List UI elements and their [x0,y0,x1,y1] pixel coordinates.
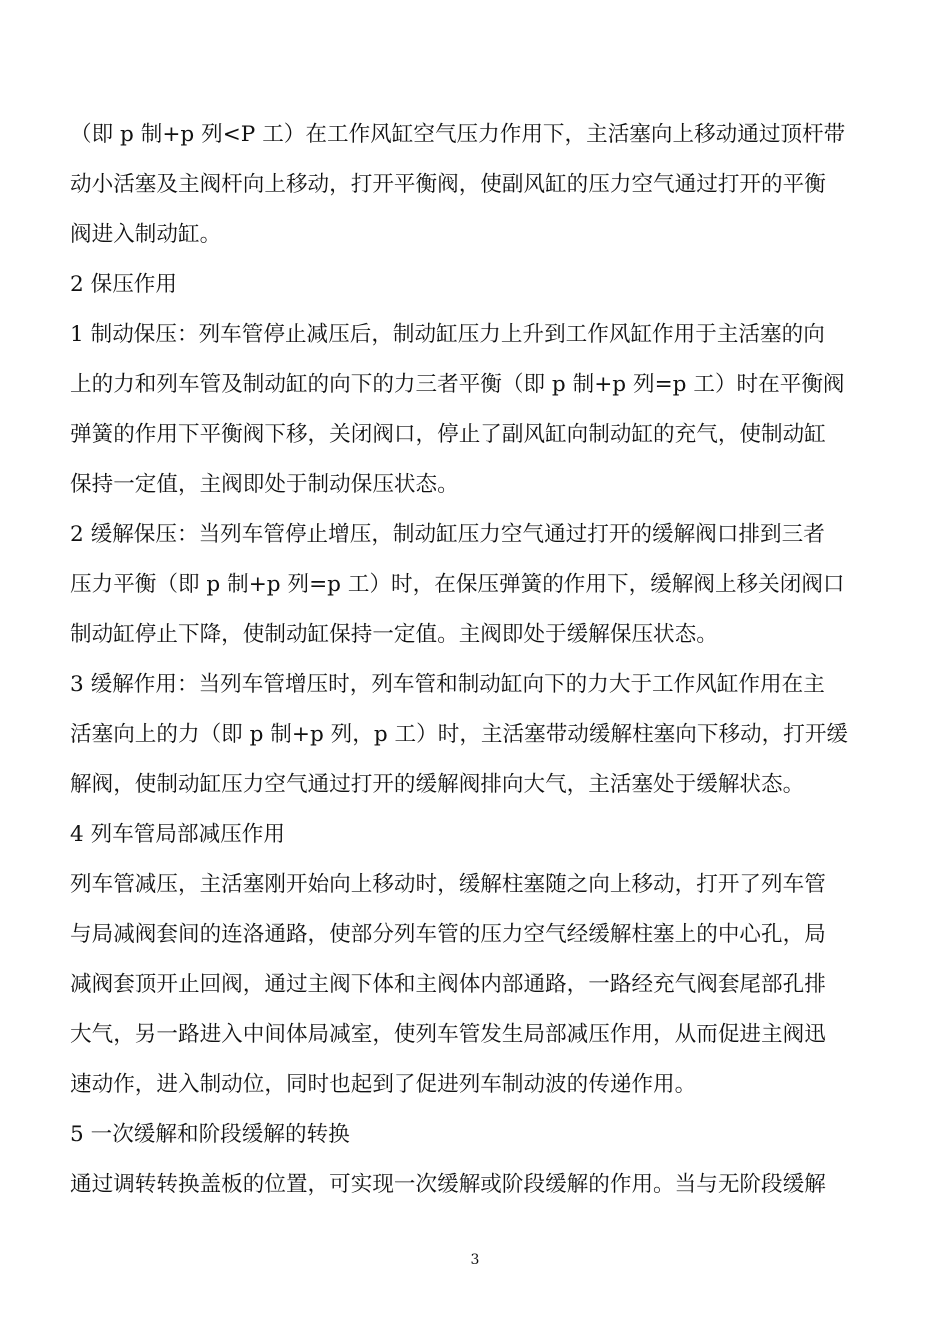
text-line: 1 制动保压：列车管停止减压后，制动缸压力上升到工作风缸作用于主活塞的向 [70,322,825,347]
paragraph-braking-continued [70,110,850,260]
text-line: 压力平衡（即 p 制+p 列=p 工）时，在保压弹簧的作用下，缓解阀上移关闭阀口 [70,572,845,597]
page-number: 3 [470,1252,480,1268]
text-line: 活塞向上的力（即 p 制+p 列，p 工）时，主活塞带动缓解柱塞向下移动，打开缓 [70,722,849,747]
text-line: 阀进入制动缸。 [70,222,222,247]
text-line: 通过调转转换盖板的位置，可实现一次缓解或阶段缓解的作用。当与无阶段缓解 [70,1172,826,1197]
heading-pressure-holding [70,260,850,310]
section-heading: 2 保压作用 [70,272,177,297]
text-line: 列车管减压，主活塞刚开始向上移动时，缓解柱塞随之向上移动，打开了列车管 [70,872,826,897]
heading-local-reduction [70,810,850,860]
document-body [70,110,850,1210]
paragraph-release-holding [70,510,850,660]
text-line: 解阀，使制动缸压力空气通过打开的缓解阀排向大气，主活塞处于缓解状态。 [70,772,805,797]
text-line: 2 缓解保压：当列车管停止增压，制动缸压力空气通过打开的缓解阀口排到三者 [70,522,825,547]
text-line: （即 p 制+p 列<P 工）在工作风缸空气压力作用下，主活塞向上移动通过顶杆带 [70,122,846,147]
paragraph-local-reduction [70,860,850,1110]
text-line: 速动作，进入制动位，同时也起到了促进列车制动波的传递作用。 [70,1072,697,1097]
section-heading: 5 一次缓解和阶段缓解的转换 [70,1122,350,1147]
text-line: 动小活塞及主阀杆向上移动，打开平衡阀，使副风缸的压力空气通过打开的平衡 [70,172,826,197]
paragraph-release-action [70,660,850,810]
paragraph-release-conversion [70,1160,850,1210]
heading-release-conversion [70,1110,850,1160]
paragraph-brake-holding [70,310,850,510]
section-heading: 4 列车管局部减压作用 [70,822,285,847]
text-line: 保持一定值，主阀即处于制动保压状态。 [70,472,459,497]
text-line: 减阀套顶开止回阀，通过主阀下体和主阀体内部通路，一路经充气阀套尾部孔排 [70,972,826,997]
text-line: 上的力和列车管及制动缸的向下的力三者平衡（即 p 制+p 列=p 工）时在平衡阀 [70,372,845,397]
text-line: 制动缸停止下降，使制动缸保持一定值。主阀即处于缓解保压状态。 [70,622,718,647]
text-line: 大气，另一路进入中间体局减室，使列车管发生局部减压作用，从而促进主阀迅 [70,1022,826,1047]
text-line: 3 缓解作用：当列车管增压时，列车管和制动缸向下的力大于工作风缸作用在主 [70,672,825,697]
text-line: 弹簧的作用下平衡阀下移，关闭阀口，停止了副风缸向制动缸的充气，使制动缸 [70,422,826,447]
text-line: 与局减阀套间的连洛通路，使部分列车管的压力空气经缓解柱塞上的中心孔，局 [70,922,826,947]
